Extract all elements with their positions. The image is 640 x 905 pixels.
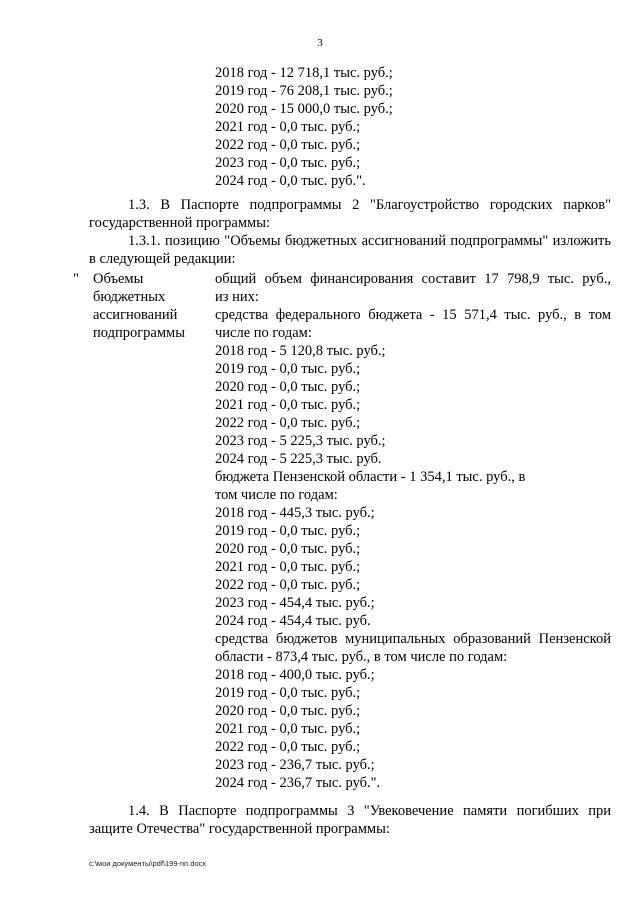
federal-year-line: 2020 год - 0,0 тыс. руб.; <box>215 379 361 395</box>
total-funding-line-2: из них: <box>215 289 259 305</box>
label-line: бюджетных <box>93 289 166 305</box>
federal-year-line: 2022 год - 0,0 тыс. руб.; <box>215 415 361 431</box>
table-row-label <box>93 270 205 342</box>
regional-budget-intro: бюджета Пензенской области - 1 354,1 тыс. руб., в <box>215 469 526 485</box>
municipal-budget-intro: средства бюджетов муниципальных образований Пензенской области - 873,4 тыс. руб., в том числе по годам: <box>215 631 611 665</box>
paragraph-1-3 <box>89 196 611 232</box>
regional-year-line: 2022 год - 0,0 тыс. руб.; <box>215 577 361 593</box>
year-list-top <box>215 64 393 190</box>
regional-year-line: 2024 год - 454,4 тыс. руб. <box>215 613 371 629</box>
opening-quote: " <box>73 271 79 287</box>
paragraph-1-3-text: 1.3. В Паспорте подпрограммы 2 "Благоустройство городских парков" государственной программы: <box>89 197 611 231</box>
year-line: 2024 год - 0,0 тыс. руб.". <box>215 173 366 189</box>
paragraph-1-3-1-text: 1.3.1. позицию "Объемы бюджетных ассигнований подпрограммы" изложить в следующей редакции: <box>89 233 611 267</box>
paragraph-1-3-1 <box>89 232 611 268</box>
regional-year-line: 2021 год - 0,0 тыс. руб.; <box>215 559 361 575</box>
regional-year-line: 2018 год - 445,3 тыс. руб.; <box>215 505 375 521</box>
footer-file-path: c:\мои документы\pdf\199-пп.docx <box>89 859 207 868</box>
federal-year-line: 2023 год - 5 225,3 тыс. руб.; <box>215 433 386 449</box>
year-line: 2022 год - 0,0 тыс. руб.; <box>215 137 361 153</box>
federal-year-line: 2019 год - 0,0 тыс. руб.; <box>215 361 361 377</box>
federal-year-line: 2021 год - 0,0 тыс. руб.; <box>215 397 361 413</box>
label-line: Объемы <box>93 271 144 287</box>
federal-year-line: 2018 год - 5 120,8 тыс. руб.; <box>215 343 386 359</box>
year-line: 2018 год - 12 718,1 тыс. руб.; <box>215 65 393 81</box>
year-line: 2023 год - 0,0 тыс. руб.; <box>215 155 361 171</box>
page-number: 3 <box>317 37 323 49</box>
federal-budget-intro: средства федерального бюджета - 15 571,4 тыс. руб., в том числе по годам: <box>215 307 611 341</box>
label-line: подпрограммы <box>93 325 185 341</box>
municipal-year-line: 2022 год - 0,0 тыс. руб.; <box>215 739 361 755</box>
paragraph-1-4-text: 1.4. В Паспорте подпрограммы 3 "Увековечение памяти погибших при защите Отечества" государственной программы: <box>89 803 611 837</box>
municipal-year-line: 2020 год - 0,0 тыс. руб.; <box>215 703 361 719</box>
federal-year-line: 2024 год - 5 225,3 тыс. руб. <box>215 451 382 467</box>
regional-year-line: 2023 год - 454,4 тыс. руб.; <box>215 595 375 611</box>
paragraph-1-4 <box>89 802 611 838</box>
municipal-year-line: 2019 год - 0,0 тыс. руб.; <box>215 685 361 701</box>
regional-year-line: 2019 год - 0,0 тыс. руб.; <box>215 523 361 539</box>
regional-year-line: 2020 год - 0,0 тыс. руб.; <box>215 541 361 557</box>
label-line: ассигнований <box>93 307 178 323</box>
table-row-value <box>215 270 611 792</box>
municipal-year-line: 2024 год - 236,7 тыс. руб.". <box>215 775 381 791</box>
municipal-year-line: 2021 год - 0,0 тыс. руб.; <box>215 721 361 737</box>
year-line: 2021 год - 0,0 тыс. руб.; <box>215 119 361 135</box>
municipal-year-line: 2018 год - 400,0 тыс. руб.; <box>215 667 375 683</box>
regional-budget-intro-2: том числе по годам: <box>215 487 338 503</box>
year-line: 2019 год - 76 208,1 тыс. руб.; <box>215 83 393 99</box>
municipal-year-line: 2023 год - 236,7 тыс. руб.; <box>215 757 375 773</box>
total-funding-line: общий объем финансирования составит 17 798,9 тыс. руб., <box>215 271 611 287</box>
year-line: 2020 год - 15 000,0 тыс. руб.; <box>215 101 393 117</box>
